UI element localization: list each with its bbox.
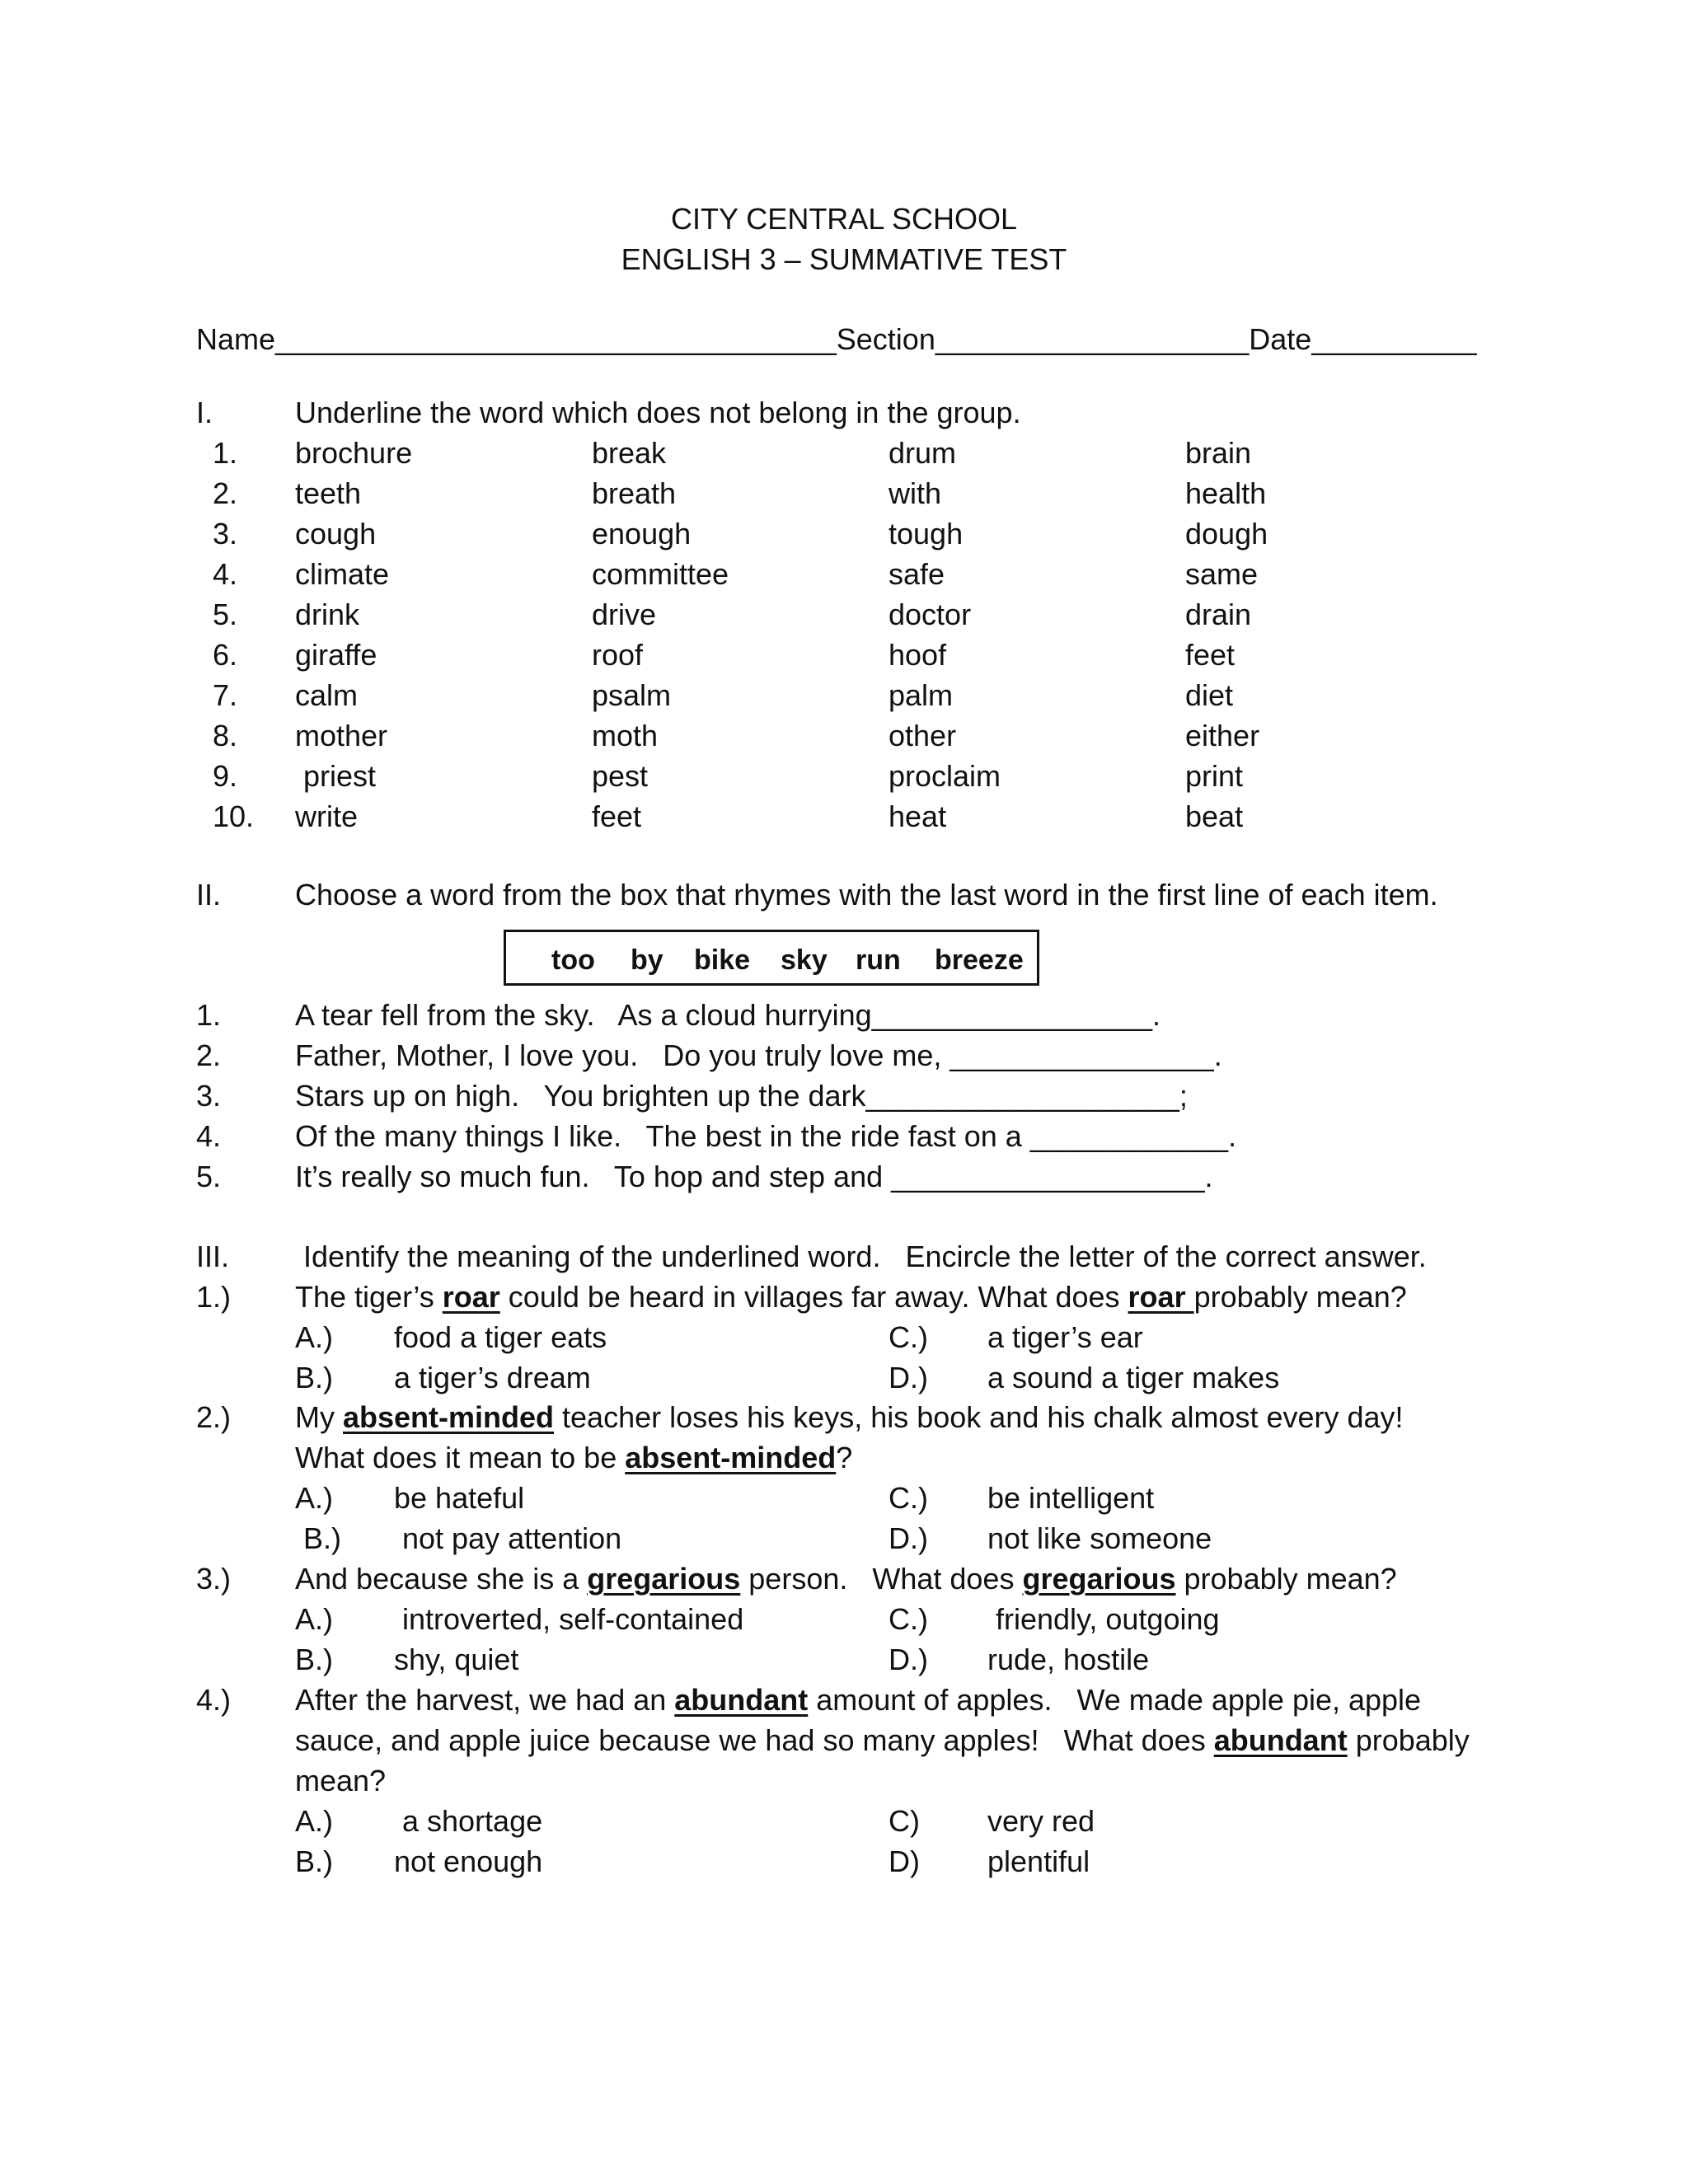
q3-option-a-letter[interactable]: A.) — [295, 1602, 334, 1636]
student-info-line — [196, 322, 1477, 356]
q3-stem: And because she is a gregarious person. What does gregarious probably mean? — [295, 1562, 1397, 1596]
part2-item-text[interactable]: Stars up on high. You brighten up the dark___________________; — [295, 1079, 1188, 1113]
part2-item-number: 4. — [196, 1119, 222, 1153]
q4-option-a-letter[interactable]: A.) — [295, 1804, 334, 1838]
q1-option-d-text: a sound a tiger makes — [987, 1361, 1280, 1394]
part1-word-option[interactable]: print — [1185, 759, 1244, 793]
q3-option-d-text: rude, hostile — [987, 1643, 1150, 1676]
q3-option-d-letter[interactable]: D.) — [889, 1643, 928, 1676]
part1-word-option[interactable]: roof — [592, 638, 644, 672]
part1-word-option[interactable]: diet — [1185, 678, 1234, 712]
part1-word-option[interactable]: calm — [295, 678, 359, 712]
part1-word-option[interactable]: write — [295, 799, 359, 833]
part1-word-option[interactable]: psalm — [592, 678, 672, 712]
part2-item-number: 5. — [196, 1160, 222, 1193]
q2-option-c-letter[interactable]: C.) — [889, 1481, 928, 1515]
school-name: CITY CENTRAL SCHOOL — [670, 202, 1018, 236]
part1-word-option[interactable]: with — [889, 476, 942, 510]
part1-word-option[interactable]: other — [889, 719, 957, 752]
q3-option-a-text: introverted, self-contained — [402, 1602, 744, 1636]
word-box — [504, 930, 1039, 986]
name-blank[interactable]: __________________________________ — [275, 322, 837, 356]
part1-item-number: 1. — [213, 436, 238, 470]
q1-stem: The tiger’s roar could be heard in villages far away. What does roar probably mean? — [295, 1280, 1407, 1314]
part1-word-option[interactable]: feet — [1185, 638, 1236, 672]
part2-roman: II. — [196, 878, 222, 912]
part1-word-option[interactable]: mother — [295, 719, 388, 752]
part1-word-option[interactable]: health — [1185, 476, 1267, 510]
part1-word-option[interactable]: safe — [889, 557, 945, 591]
q2-option-b-text: not pay attention — [402, 1521, 622, 1555]
part3-roman: III. — [196, 1240, 230, 1273]
name-label: Name — [196, 322, 276, 356]
q1-option-a-letter[interactable]: A.) — [295, 1320, 334, 1354]
q1-option-b-text: a tiger’s dream — [394, 1361, 591, 1394]
q1-target-word: roar — [1128, 1280, 1194, 1314]
part1-word-option[interactable]: same — [1185, 557, 1259, 591]
part2-item-number: 2. — [196, 1038, 222, 1072]
part1-word-option[interactable]: doctor — [889, 598, 972, 631]
part1-item-number: 7. — [213, 678, 238, 712]
box-word: by — [631, 944, 663, 976]
q2-option-d-letter[interactable]: D.) — [889, 1521, 928, 1555]
part2-item-text[interactable]: It’s really so much fun. To hop and step and ___________________. — [295, 1160, 1213, 1193]
part1-word-option[interactable]: cough — [295, 517, 377, 551]
part1-word-option[interactable]: either — [1185, 719, 1260, 752]
box-word: bike — [694, 944, 751, 976]
q4-number: 4.) — [196, 1683, 232, 1717]
q3-target-word: gregarious — [1022, 1562, 1176, 1596]
q3-option-b-text: shy, quiet — [394, 1643, 519, 1676]
part1-item-number: 4. — [213, 557, 238, 591]
q1-number: 1.) — [196, 1280, 232, 1314]
part1-word-option[interactable]: committee — [592, 557, 729, 591]
part1-word-option[interactable]: drain — [1185, 598, 1252, 631]
box-word: breeze — [935, 944, 1024, 976]
q3-target-word: gregarious — [587, 1562, 741, 1596]
date-blank[interactable]: __________ — [1311, 322, 1477, 356]
q2-number: 2.) — [196, 1400, 232, 1434]
q1-option-a-text: food a tiger eats — [394, 1320, 607, 1354]
part1-item-number: 3. — [213, 517, 238, 551]
q4-target-word: abundant — [674, 1683, 809, 1717]
box-word: run — [856, 944, 901, 976]
part2-item-text[interactable]: Father, Mother, I love you. Do you truly love me, ________________. — [295, 1038, 1222, 1072]
part1-word-option[interactable]: beat — [1185, 799, 1244, 833]
q2-option-b-letter[interactable]: B.) — [303, 1521, 342, 1555]
part1-item-number: 8. — [213, 719, 238, 752]
part1-word-option[interactable]: priest — [303, 759, 377, 793]
part1-word-option[interactable]: moth — [592, 719, 659, 752]
q4-option-c-letter[interactable]: C) — [889, 1804, 920, 1838]
part1-item-number: 5. — [213, 598, 238, 631]
q4-stem-line2: sauce, and apple juice because we had so many apples! What does abundant probably — [295, 1723, 1470, 1757]
part1-item-number: 9. — [213, 759, 238, 793]
part1-item-number: 10. — [213, 799, 255, 833]
q3-option-b-letter[interactable]: B.) — [295, 1643, 334, 1676]
q4-stem-line3: mean? — [295, 1764, 387, 1797]
q2-target-word: absent-minded — [343, 1400, 555, 1434]
box-word: sky — [781, 944, 828, 976]
q4-option-d-letter[interactable]: D) — [889, 1844, 920, 1878]
part2-item-text[interactable]: Of the many things I like. The best in the ride fast on a ____________. — [295, 1119, 1237, 1153]
date-label: Date — [1249, 322, 1312, 356]
q3-option-c-text: friendly, outgoing — [996, 1602, 1220, 1636]
q4-stem-line1: After the harvest, we had an abundant amount of apples. We made apple pie, apple — [295, 1683, 1422, 1717]
part1-item-number: 2. — [213, 476, 238, 510]
q2-option-a-letter[interactable]: A.) — [295, 1481, 334, 1515]
part1-word-option[interactable]: drive — [592, 598, 657, 631]
q1-option-d-letter[interactable]: D.) — [889, 1361, 928, 1394]
part1-word-option[interactable]: enough — [592, 517, 692, 551]
part1-instruction: Underline the word which does not belong in the group. — [295, 396, 1021, 429]
part1-word-option[interactable]: giraffe — [295, 638, 377, 672]
part1-word-option[interactable]: break — [592, 436, 667, 470]
part1-item-number: 6. — [213, 638, 238, 672]
q4-option-c-text: very red — [987, 1804, 1095, 1838]
part2-instruction: Choose a word from the box that rhymes with the last word in the first line of each item. — [295, 878, 1438, 912]
q4-target-word: abundant — [1213, 1723, 1348, 1757]
q3-option-c-letter[interactable]: C.) — [889, 1602, 928, 1636]
section-label: Section — [836, 322, 935, 356]
q4-option-d-text: plentiful — [987, 1844, 1090, 1878]
q2-option-a-text: be hateful — [394, 1481, 525, 1515]
q4-option-b-letter[interactable]: B.) — [295, 1844, 334, 1878]
part1-word-option[interactable]: drum — [889, 436, 957, 470]
part1-word-option[interactable]: drink — [295, 598, 360, 631]
q2-stem-line2: What does it mean to be absent-minded? — [295, 1441, 853, 1474]
part1-word-option[interactable]: hoof — [889, 638, 947, 672]
part1-word-option[interactable]: palm — [889, 678, 954, 712]
q1-option-c-text: a tiger’s ear — [987, 1320, 1143, 1354]
part1-word-option[interactable]: teeth — [295, 476, 362, 510]
part2-item-number: 1. — [196, 998, 222, 1032]
q2-target-word: absent-minded — [625, 1441, 837, 1474]
q1-option-c-letter[interactable]: C.) — [889, 1320, 928, 1354]
part3-instruction: Identify the meaning of the underlined word. Encircle the letter of the correct answer. — [303, 1240, 1427, 1273]
part1-word-option[interactable]: brochure — [295, 436, 413, 470]
q1-option-b-letter[interactable]: B.) — [295, 1361, 334, 1394]
q3-number: 3.) — [196, 1562, 232, 1596]
part1-word-option[interactable]: pest — [592, 759, 649, 793]
q2-option-c-text: be intelligent — [987, 1481, 1155, 1515]
q1-target-word: roar — [442, 1280, 500, 1314]
q4-option-a-text: a shortage — [402, 1804, 543, 1838]
part2-item-text[interactable]: A tear fell from the sky. As a cloud hurrying_________________. — [295, 998, 1161, 1032]
part1-word-option[interactable]: proclaim — [889, 759, 1001, 793]
part1-word-option[interactable]: feet — [592, 799, 642, 833]
part1-word-option[interactable]: brain — [1185, 436, 1252, 470]
part1-word-option[interactable]: tough — [889, 517, 964, 551]
section-blank[interactable]: ___________________ — [935, 322, 1250, 356]
part1-word-option[interactable]: climate — [295, 557, 390, 591]
q4-option-b-text: not enough — [394, 1844, 543, 1878]
box-word: too — [551, 944, 595, 976]
part1-word-option[interactable]: breath — [592, 476, 677, 510]
q2-option-d-text: not like someone — [987, 1521, 1212, 1555]
part1-word-option[interactable]: heat — [889, 799, 947, 833]
part2-item-number: 3. — [196, 1079, 222, 1113]
q2-stem-line1: My absent-minded teacher loses his keys, his book and his chalk almost every day! — [295, 1400, 1404, 1434]
test-title: ENGLISH 3 – SUMMATIVE TEST — [621, 242, 1067, 276]
part1-word-option[interactable]: dough — [1185, 517, 1268, 551]
part1-roman: I. — [196, 396, 213, 429]
